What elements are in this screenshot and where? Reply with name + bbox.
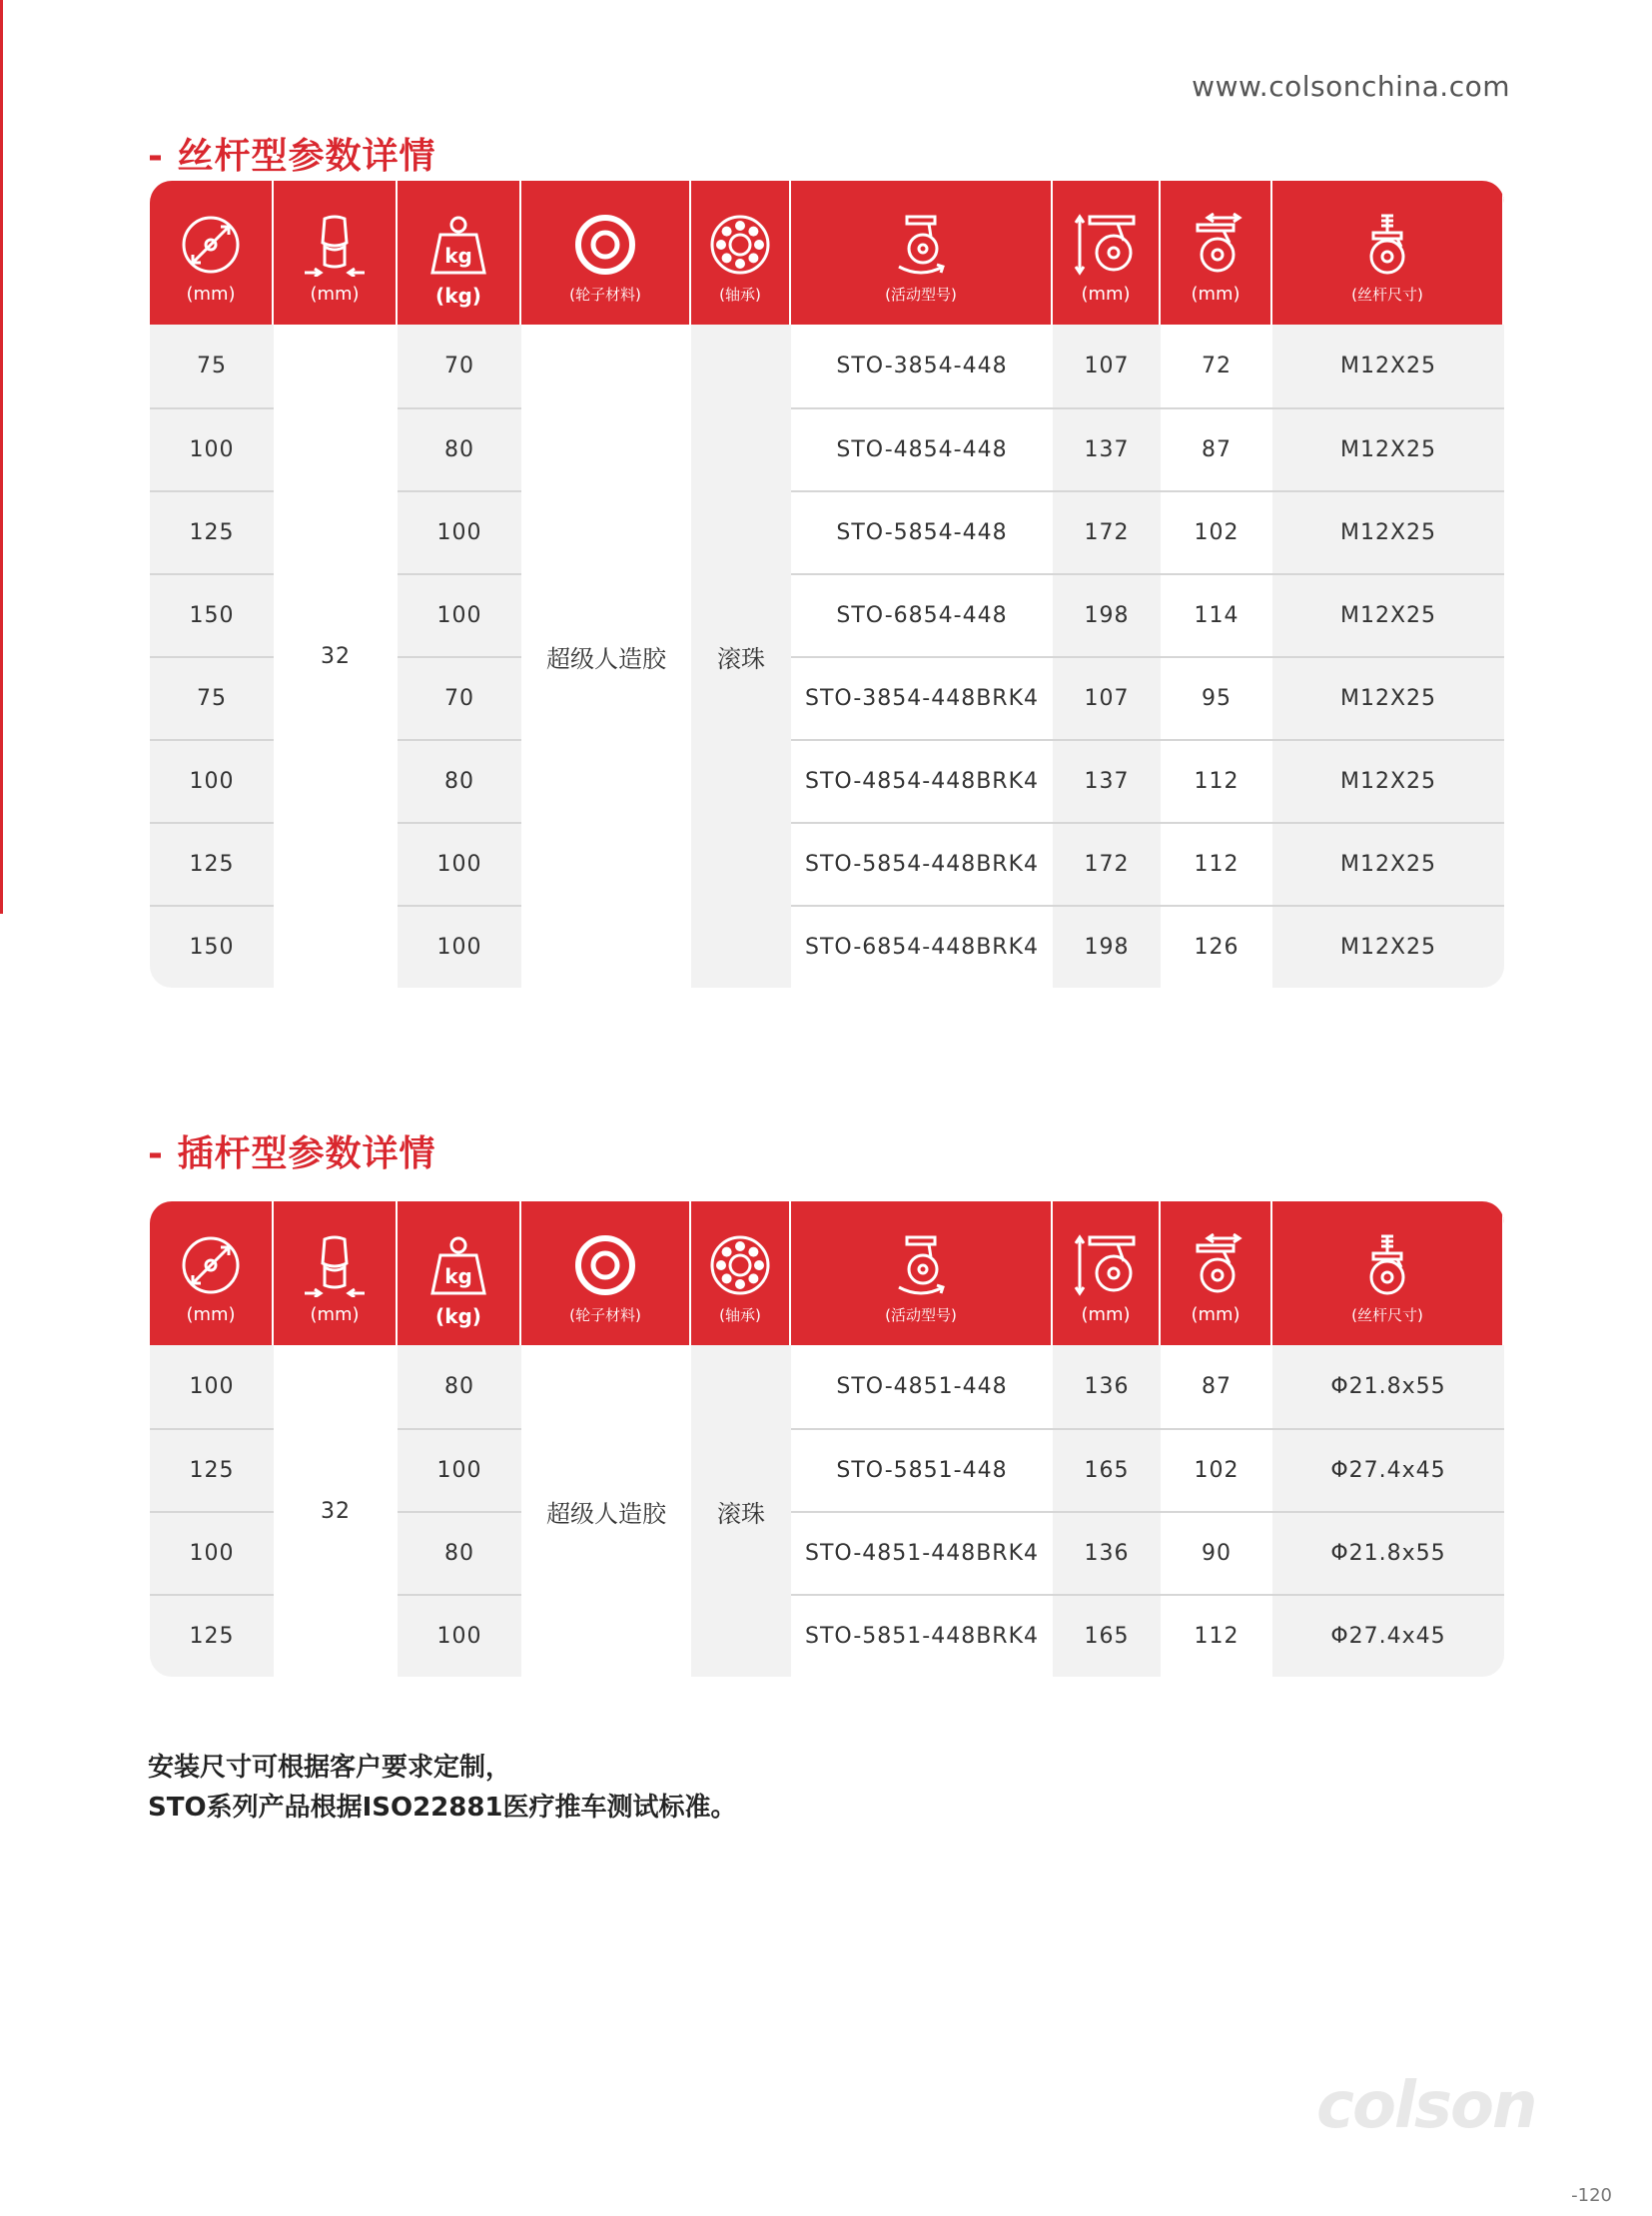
table-cell-model: STO-5851-448BRK4 <box>791 1594 1053 1677</box>
header-cell <box>791 181 1053 325</box>
table-cell-diameter: 100 <box>150 1345 274 1428</box>
site-url: www.colsonchina.com <box>1192 70 1510 103</box>
header-cell <box>274 181 398 325</box>
wheel-material-icon <box>573 213 637 277</box>
note-line-2: STO系列产品根据ISO22881医疗推车测试标准。 <box>148 1793 737 1823</box>
table-cell-thread: Φ21.8x55 <box>1272 1511 1504 1594</box>
table-cell-load: 80 <box>398 739 521 822</box>
table-cell-model: STO-6854-448BRK4 <box>791 905 1053 988</box>
table-cell-offset: 102 <box>1161 1428 1272 1511</box>
table-cell-diameter: 125 <box>150 490 274 573</box>
header-label: (轮子材料) <box>569 1306 641 1324</box>
table-cell-height: 137 <box>1053 407 1161 490</box>
table-cell-offset: 95 <box>1161 656 1272 739</box>
table-cell-load: 70 <box>398 325 521 407</box>
thread-stem-icon <box>1355 213 1419 277</box>
header-label: (mm) <box>310 284 360 305</box>
table-cell-diameter: 125 <box>150 822 274 905</box>
header-cell <box>398 1201 521 1345</box>
load-weight-icon <box>426 1233 490 1297</box>
table-cell-model: STO-4854-448 <box>791 407 1053 490</box>
table-cell-offset: 87 <box>1161 1345 1272 1428</box>
table-cell-model: STO-4854-448BRK4 <box>791 739 1053 822</box>
ball-bearing-icon <box>708 1233 772 1297</box>
table-cell-load: 100 <box>398 1428 521 1511</box>
note-line-1: 安装尺寸可根据客户要求定制， <box>148 1753 512 1783</box>
table-cell-offset: 112 <box>1161 739 1272 822</box>
table-cell-model: STO-5851-448 <box>791 1428 1053 1511</box>
table-cell-offset: 102 <box>1161 490 1272 573</box>
table-cell-offset: 72 <box>1161 325 1272 407</box>
table-cell-thread: M12X25 <box>1272 325 1504 407</box>
table-cell-height: 165 <box>1053 1594 1161 1677</box>
table-cell-load: 100 <box>398 490 521 573</box>
header-cell <box>1272 1201 1504 1345</box>
header-cell <box>1161 181 1272 325</box>
table-cell-thread: M12X25 <box>1272 407 1504 490</box>
header-label: (丝杆尺寸) <box>1351 286 1423 304</box>
table-cell-load: 100 <box>398 905 521 988</box>
thread-stem-icon <box>1355 1233 1419 1297</box>
overall-height-icon <box>1074 213 1138 277</box>
table-cell-diameter: 75 <box>150 656 274 739</box>
header-label: (mm) <box>186 1304 236 1325</box>
section-title-plug: - 插杆型参数详情 <box>148 1133 436 1174</box>
wheel-diameter-icon <box>179 1233 243 1297</box>
header-cell <box>398 181 521 325</box>
table-cell-model: STO-5854-448BRK4 <box>791 822 1053 905</box>
header-label: (kg) <box>435 1304 481 1328</box>
table-cell-thread: Φ27.4x45 <box>1272 1428 1504 1511</box>
table-cell-height: 198 <box>1053 573 1161 656</box>
table-cell-model: STO-4851-448BRK4 <box>791 1511 1053 1594</box>
header-label: (mm) <box>1191 1304 1240 1325</box>
table-cell-model: STO-4851-448 <box>791 1345 1053 1428</box>
table-cell-load: 100 <box>398 1594 521 1677</box>
header-label: (mm) <box>310 1304 360 1325</box>
table-cell-height: 165 <box>1053 1428 1161 1511</box>
header-label: (kg) <box>435 284 481 308</box>
header-cell <box>691 1201 791 1345</box>
table-cell-offset: 126 <box>1161 905 1272 988</box>
header-cell <box>691 181 791 325</box>
swivel-offset-icon <box>1184 213 1247 277</box>
svg-text:kg: kg <box>444 1264 472 1288</box>
wheel-material-value: 超级人造胶 <box>521 325 691 988</box>
table-cell-model: STO-3854-448BRK4 <box>791 656 1053 739</box>
table-cell-diameter: 100 <box>150 739 274 822</box>
table-cell-diameter: 75 <box>150 325 274 407</box>
header-cell <box>521 1201 691 1345</box>
header-cell <box>1272 181 1504 325</box>
table-cell-thread: Φ21.8x55 <box>1272 1345 1504 1428</box>
wheel-material-value: 超级人造胶 <box>521 1345 691 1677</box>
swivel-caster-icon <box>889 213 953 277</box>
table-cell-thread: M12X25 <box>1272 739 1504 822</box>
table-cell-diameter: 100 <box>150 1511 274 1594</box>
header-label: (轮子材料) <box>569 286 641 304</box>
header-cell <box>1161 1201 1272 1345</box>
table-cell-thread: M12X25 <box>1272 656 1504 739</box>
tread-width-value: 32 <box>274 325 398 988</box>
table-cell-model: STO-3854-448 <box>791 325 1053 407</box>
notes <box>148 1748 737 1828</box>
table-cell-height: 137 <box>1053 739 1161 822</box>
header-cell <box>791 1201 1053 1345</box>
table-cell-model: STO-5854-448 <box>791 490 1053 573</box>
table-cell-load: 80 <box>398 1345 521 1428</box>
table-cell-diameter: 150 <box>150 573 274 656</box>
swivel-offset-icon <box>1184 1233 1247 1297</box>
page-number: -120 <box>1571 2185 1612 2206</box>
header-cell <box>521 181 691 325</box>
table-cell-offset: 114 <box>1161 573 1272 656</box>
header-label: (活动型号) <box>885 286 957 304</box>
tread-width-icon <box>303 213 367 277</box>
table-cell-diameter: 125 <box>150 1428 274 1511</box>
wheel-material-icon <box>573 1233 637 1297</box>
tread-width-icon <box>303 1233 367 1297</box>
table-cell-diameter: 125 <box>150 1594 274 1677</box>
colson-logo: colson <box>1316 2069 1536 2143</box>
load-weight-icon <box>426 213 490 277</box>
table-cell-thread: M12X25 <box>1272 490 1504 573</box>
table-cell-offset: 112 <box>1161 822 1272 905</box>
table-cell-diameter: 100 <box>150 407 274 490</box>
ball-bearing-icon <box>708 213 772 277</box>
table-cell-thread: M12X25 <box>1272 822 1504 905</box>
section-title-threaded: - 丝杆型参数详情 <box>148 136 436 177</box>
table-cell-load: 80 <box>398 1511 521 1594</box>
header-label: (活动型号) <box>885 1306 957 1324</box>
table-cell-height: 136 <box>1053 1511 1161 1594</box>
header-cell <box>1053 1201 1161 1345</box>
table-cell-thread: M12X25 <box>1272 573 1504 656</box>
table-cell-height: 107 <box>1053 325 1161 407</box>
header-label: (mm) <box>1081 284 1131 305</box>
header-label: (mm) <box>186 284 236 305</box>
spec-table-threaded <box>150 181 1504 988</box>
table-cell-offset: 112 <box>1161 1594 1272 1677</box>
table-cell-model: STO-6854-448 <box>791 573 1053 656</box>
table-cell-height: 136 <box>1053 1345 1161 1428</box>
header-label: (mm) <box>1191 284 1240 305</box>
header-cell <box>150 1201 274 1345</box>
table-cell-load: 70 <box>398 656 521 739</box>
spec-table-plug <box>150 1201 1504 1677</box>
svg-text:kg: kg <box>444 244 472 268</box>
bearing-value: 滚珠 <box>691 1345 791 1677</box>
table-cell-diameter: 150 <box>150 905 274 988</box>
table-cell-thread: Φ27.4x45 <box>1272 1594 1504 1677</box>
swivel-caster-icon <box>889 1233 953 1297</box>
table-cell-height: 172 <box>1053 490 1161 573</box>
header-cell <box>274 1201 398 1345</box>
table-cell-height: 172 <box>1053 822 1161 905</box>
table-cell-load: 100 <box>398 822 521 905</box>
left-accent-bar <box>0 0 3 914</box>
table-cell-height: 107 <box>1053 656 1161 739</box>
table-cell-offset: 90 <box>1161 1511 1272 1594</box>
tread-width-value: 32 <box>274 1345 398 1677</box>
header-label: (轴承) <box>719 1306 761 1324</box>
header-label: (mm) <box>1081 1304 1131 1325</box>
overall-height-icon <box>1074 1233 1138 1297</box>
table-cell-load: 80 <box>398 407 521 490</box>
header-label: (丝杆尺寸) <box>1351 1306 1423 1324</box>
header-cell <box>1053 181 1161 325</box>
table-cell-thread: M12X25 <box>1272 905 1504 988</box>
header-cell <box>150 181 274 325</box>
table-cell-offset: 87 <box>1161 407 1272 490</box>
table-cell-height: 198 <box>1053 905 1161 988</box>
table-cell-load: 100 <box>398 573 521 656</box>
header-label: (轴承) <box>719 286 761 304</box>
wheel-diameter-icon <box>179 213 243 277</box>
bearing-value: 滚珠 <box>691 325 791 988</box>
